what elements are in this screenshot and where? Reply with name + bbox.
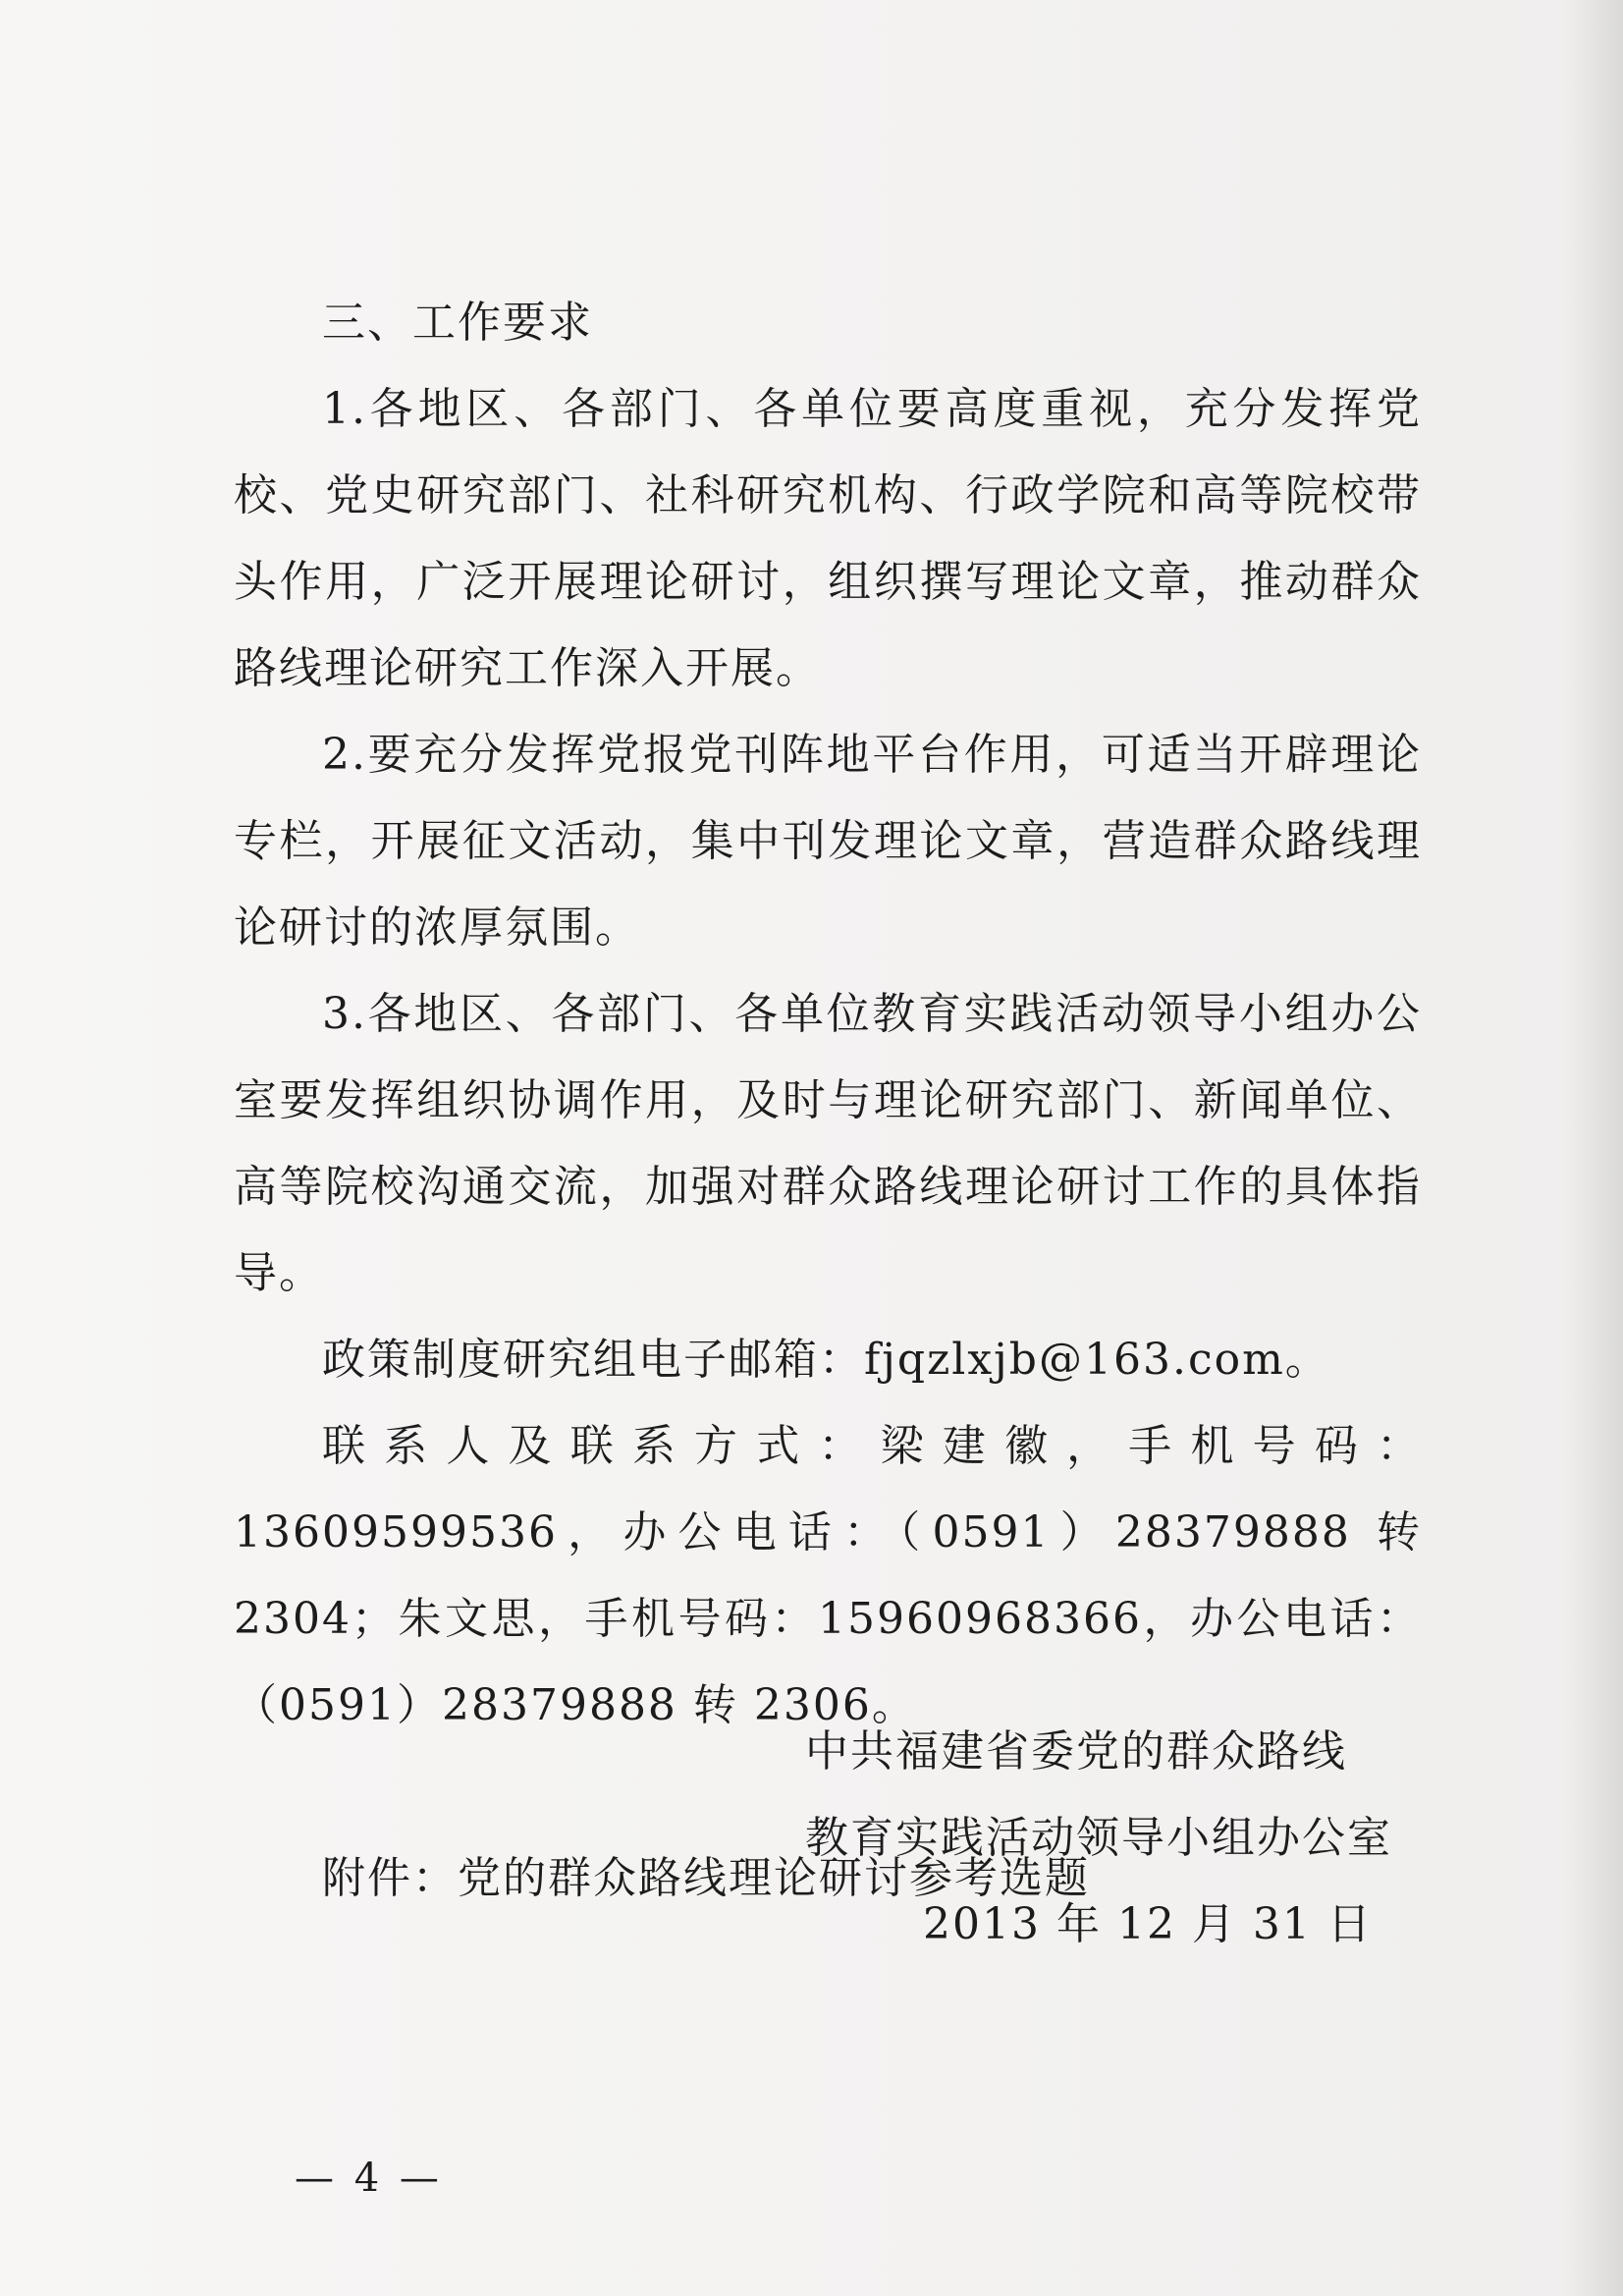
email-line: 政策制度研究组电子邮箱：fjqzlxjb@163.com。 bbox=[322, 1335, 1330, 1385]
signature-org-line-2: 教育实践活动领导小组办公室 bbox=[805, 1813, 1392, 1863]
attachment-line: 附件：党的群众路线理论研讨参考选题 bbox=[322, 1853, 1090, 1903]
signature-org-line-1: 中共福建省委党的群众路线 bbox=[805, 1726, 1347, 1777]
contact-paragraph: 联系人及联系方式：梁建徽，手机号码：13609599536，办公电话：（0591）28379888 转 2304；朱文思，手机号码：15960968366，办公电话：（0591）28379888 转 2306。 bbox=[234, 1421, 1422, 1730]
requirement-paragraph-2: 2.要充分发挥党报党刊阵地平台作用，可适当开辟理论专栏，开展征文活动，集中刊发理论文章，营造群众路线理论研讨的浓厚氛围。 bbox=[234, 730, 1422, 953]
scan-edge-shadow bbox=[1564, 0, 1623, 2296]
requirement-paragraph-3: 3.各地区、各部门、各单位教育实践活动领导小组办公室要发挥组织协调作用，及时与理论研究部门、新闻单位、高等院校沟通交流，加强对群众路线理论研讨工作的具体指导。 bbox=[234, 989, 1422, 1298]
section-heading: 三、工作要求 bbox=[322, 298, 593, 348]
signature-date: 2013 年 12 月 31 日 bbox=[923, 1899, 1373, 1949]
signature-block bbox=[805, 1709, 1394, 1968]
requirement-paragraph-1: 1.各地区、各部门、各单位要高度重视，充分发挥党校、党史研究部门、社科研究机构、行政学院和高等院校带头作用，广泛开展理论研讨，组织撰写理论文章，推动群众路线理论研究工作深入开展。 bbox=[234, 384, 1422, 693]
document-body bbox=[234, 280, 1422, 1922]
page-number: — 4 — bbox=[295, 2156, 443, 2201]
